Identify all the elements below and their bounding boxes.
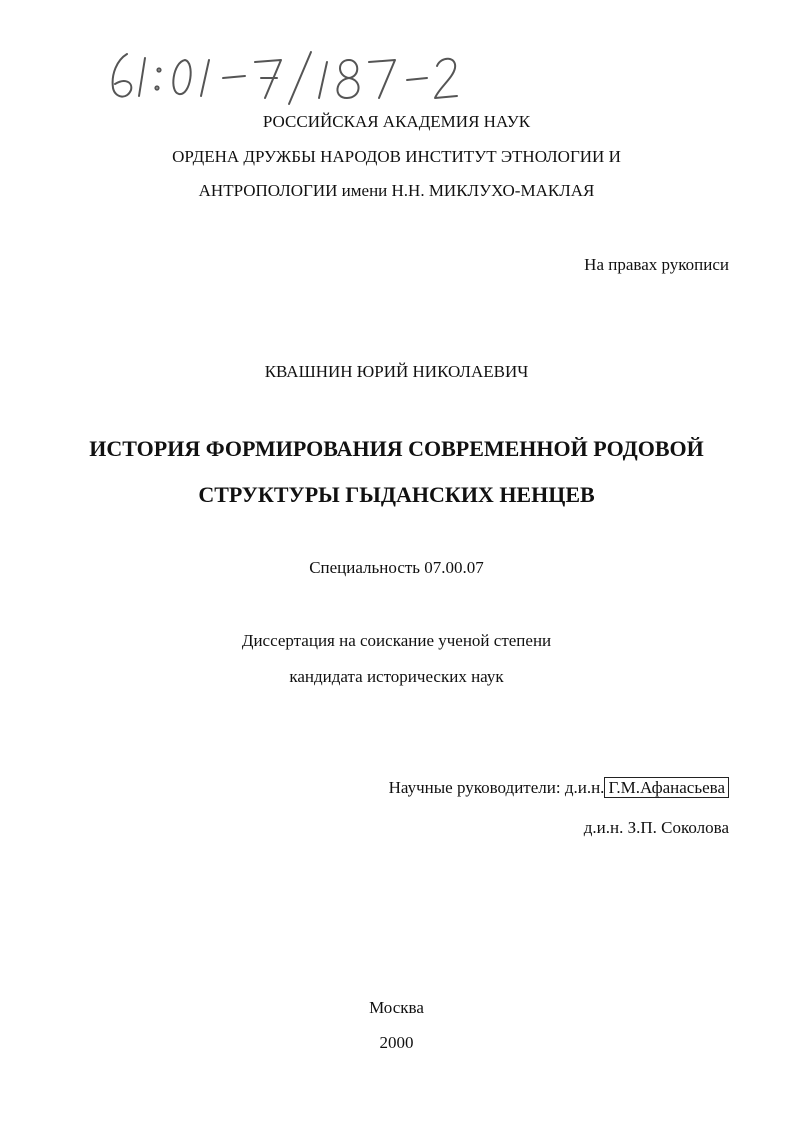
institution-line-1: РОССИЙСКАЯ АКАДЕМИЯ НАУК: [262, 112, 531, 131]
title-line-2: СТРУКТУРЫ ГЫДАНСКИХ НЕНЦЕВ: [198, 482, 595, 507]
supervisors-line-1: [389, 777, 729, 798]
city: Москва: [369, 998, 424, 1017]
archive-handwritten-mark: [105, 48, 465, 110]
dissertation-line-2: кандидата исторических наук: [289, 667, 504, 686]
title-line-1: ИСТОРИЯ ФОРМИРОВАНИЯ СОВРЕМЕННОЙ РОДОВОЙ: [89, 436, 704, 461]
manuscript-note: На правах рукописи: [584, 255, 729, 274]
specialty: Специальность 07.00.07: [309, 558, 484, 577]
supervisors-label: Научные руководители: д.и.н.: [388, 778, 605, 797]
author-name: КВАШНИН ЮРИЙ НИКОЛАЕВИЧ: [264, 362, 529, 381]
year: 2000: [379, 1033, 414, 1052]
supervisor-first-boxed: Г.М.Афанасьева: [604, 777, 729, 798]
supervisor-second: д.и.н. З.П. Соколова: [583, 818, 729, 837]
institution-line-3: АНТРОПОЛОГИИ имени Н.Н. МИКЛУХО-МАКЛАЯ: [198, 181, 595, 200]
institution-line-2: ОРДЕНА ДРУЖБЫ НАРОДОВ ИНСТИТУТ ЭТНОЛОГИИ И: [172, 147, 621, 166]
dissertation-line-1: Диссертация на соискание ученой степени: [241, 631, 552, 650]
